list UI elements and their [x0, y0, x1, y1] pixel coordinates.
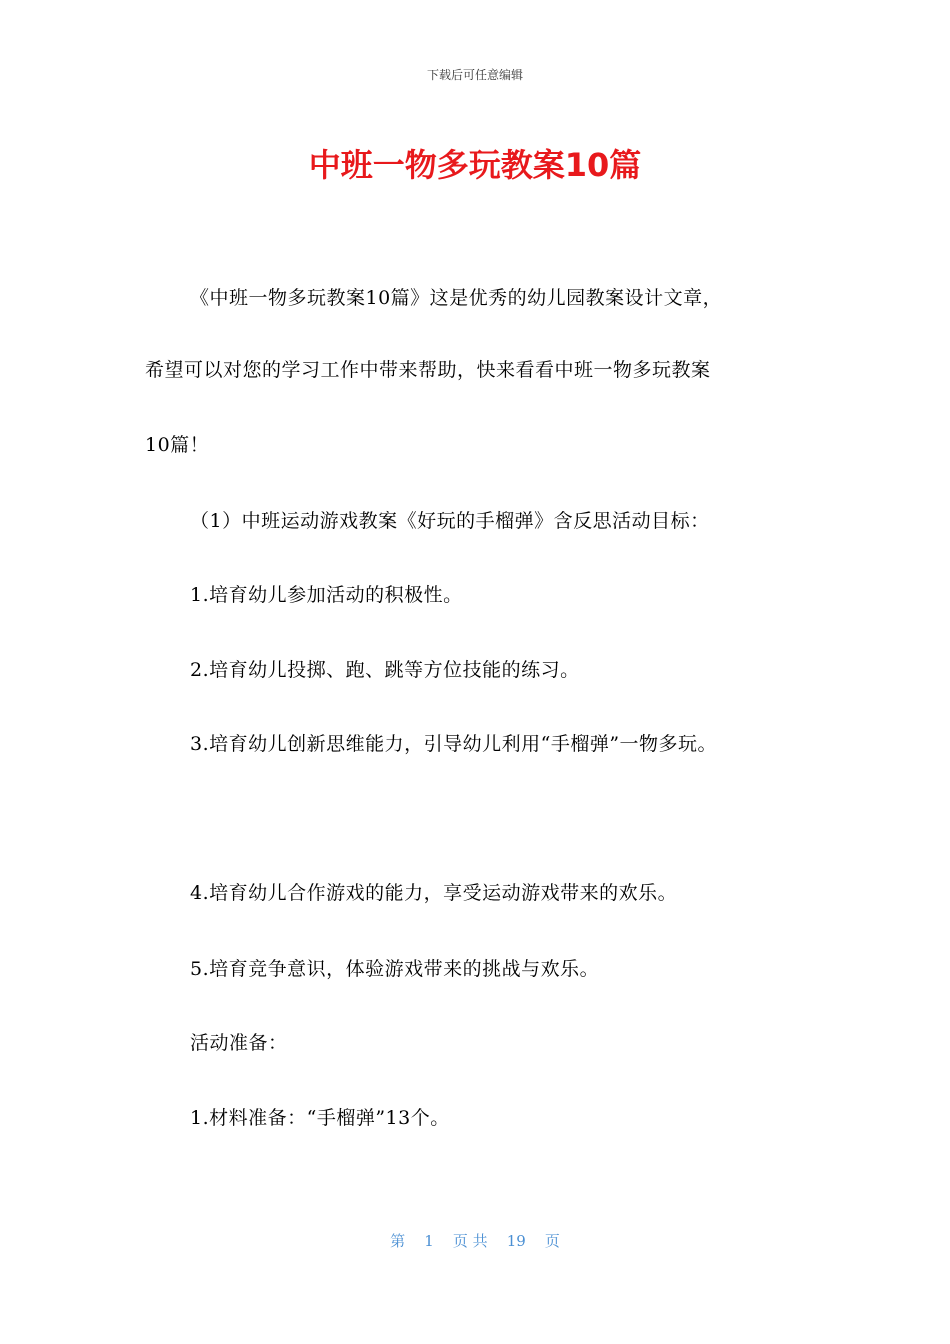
intro-line-1: 《中班一物多玩教案10篇》这是优秀的幼儿园教案设计文章，: [190, 287, 723, 309]
document-title: 中班一物多玩教案10篇: [308, 146, 642, 184]
goal-item-4: 4.培育幼儿合作游戏的能力，享受运动游戏带来的欢乐。: [190, 882, 678, 904]
page-footer: [0, 1230, 950, 1251]
intro-line-3: 10篇！: [145, 434, 210, 456]
footer-page-label: 第: [390, 1232, 406, 1250]
footer-total-pages: 19: [506, 1232, 526, 1250]
footer-page-number: 1: [424, 1232, 434, 1250]
section-heading: （1）中班运动游戏教案《好玩的手榴弹》含反思活动目标：: [190, 510, 710, 532]
footer-of-label: 页 共: [452, 1232, 488, 1250]
header-note: 下载后可任意编辑: [426, 68, 523, 82]
intro-line-2: 希望可以对您的学习工作中带来帮助，快来看看中班一物多玩教案: [145, 359, 711, 381]
goal-item-3: 3.培育幼儿创新思维能力，引导幼儿利用“手榴弹”一物多玩。: [190, 733, 718, 755]
prep-item-1: 1.材料准备：“手榴弹”13个。: [190, 1107, 450, 1129]
prep-heading: 活动准备：: [190, 1032, 288, 1054]
goal-item-5: 5.培育竞争意识，体验游戏带来的挑战与欢乐。: [190, 958, 600, 980]
goal-item-1: 1.培育幼儿参加活动的积极性。: [190, 584, 463, 606]
goal-item-2: 2.培育幼儿投掷、跑、跳等方位技能的练习。: [190, 659, 580, 681]
footer-page-suffix: 页: [544, 1232, 560, 1250]
